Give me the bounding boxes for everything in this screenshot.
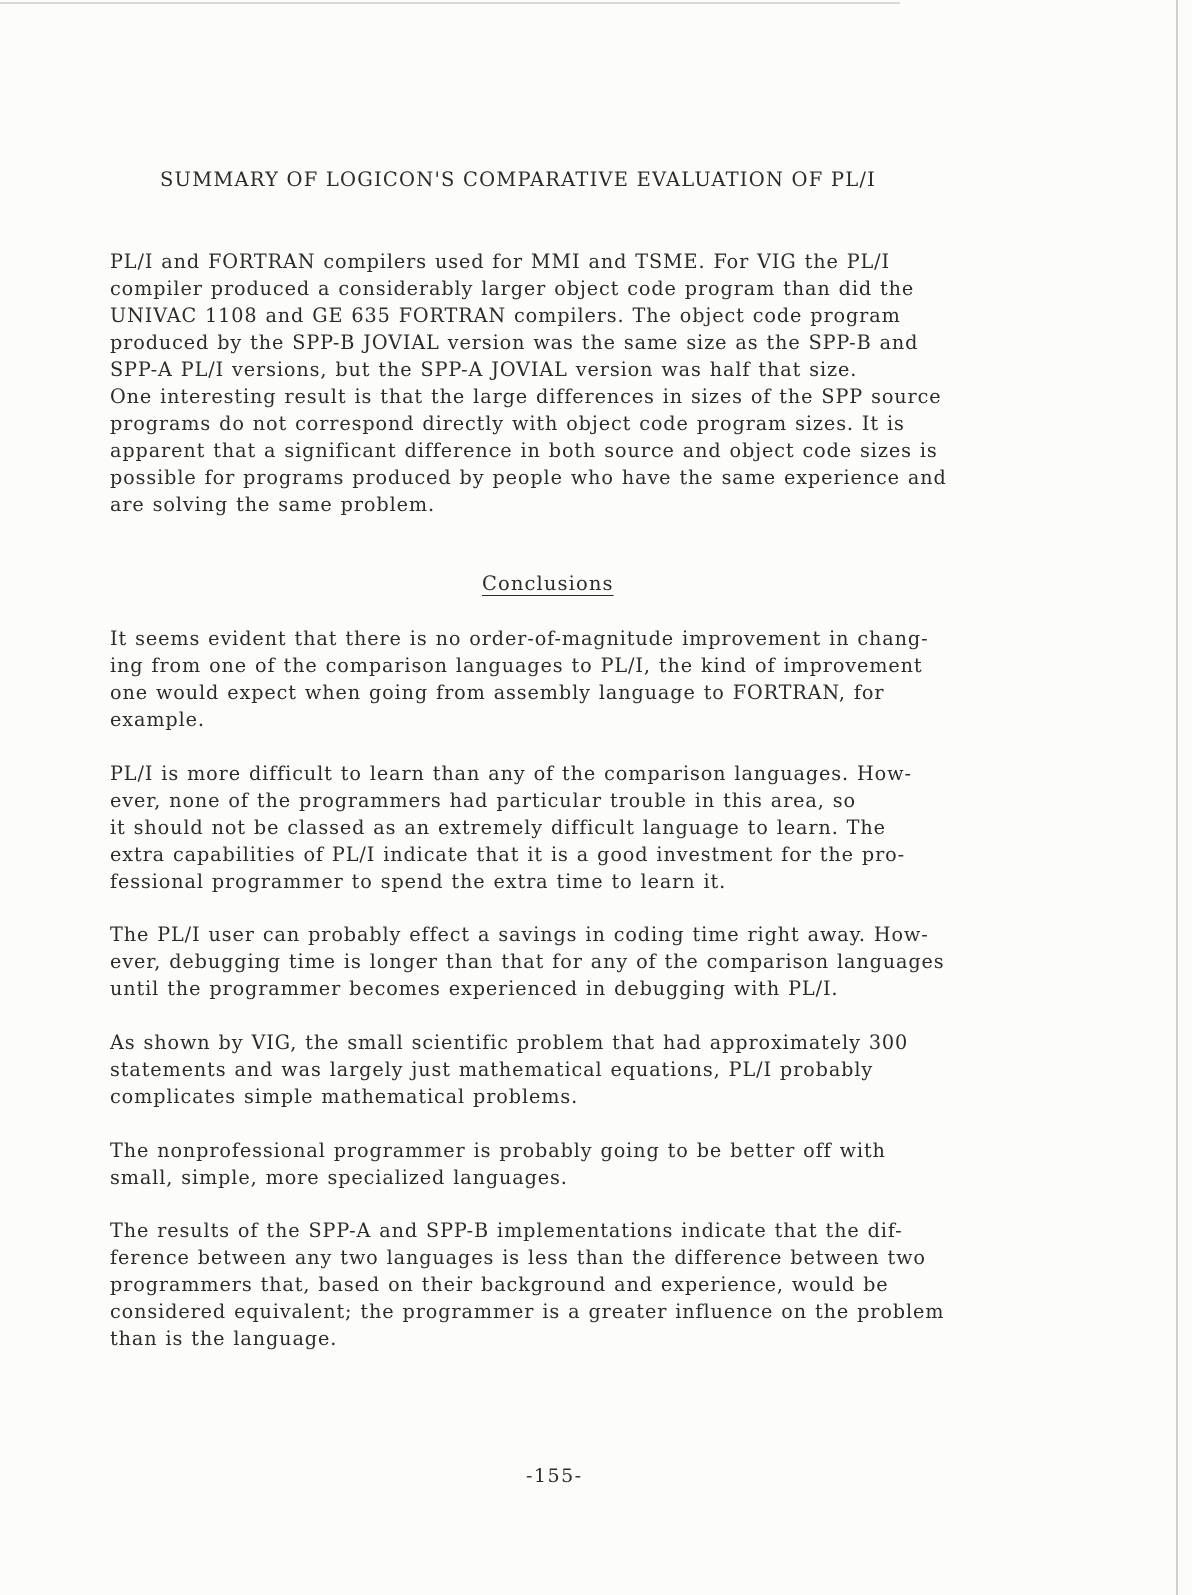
text-line: until the programmer becomes experienced in debugging with PL/I. (110, 977, 839, 1000)
text-line: SPP-A PL/I versions, but the SPP-A JOVIAL version was half that size. (110, 358, 858, 381)
scan-edge-right (1176, 0, 1178, 1595)
text-line: ever, none of the programmers had particular trouble in this area, so (110, 789, 856, 812)
text-line: are solving the same problem. (110, 493, 435, 516)
text-line: apparent that a significant difference in both source and object code sizes is (110, 439, 938, 462)
text-line: one would expect when going from assembly language to FORTRAN, for (110, 681, 885, 704)
conclusion-paragraph-2 (110, 760, 1045, 895)
conclusion-paragraph-1 (110, 625, 1045, 733)
text-line: ference between any two languages is less than the difference between two (110, 1246, 926, 1269)
text-line: programmers that, based on their background and experience, would be (110, 1273, 889, 1296)
intro-paragraph (110, 248, 1045, 518)
text-line: The results of the SPP-A and SPP-B implementations indicate that the dif- (110, 1219, 903, 1242)
text-line: extra capabilities of PL/I indicate that it is a good investment for the pro- (110, 843, 906, 866)
page-number: -155- (526, 1465, 583, 1487)
text-line: considered equivalent; the programmer is a greater influence on the problem (110, 1300, 945, 1323)
text-line: The nonprofessional programmer is probably going to be better off with (110, 1139, 886, 1162)
conclusion-paragraph-3 (110, 921, 1045, 1002)
text-line: PL/I is more difficult to learn than any of the comparison languages. How- (110, 762, 912, 785)
text-line: It seems evident that there is no order-of-magnitude improvement in chang- (110, 627, 929, 650)
section-heading-conclusions: Conclusions (482, 572, 614, 595)
text-line: complicates simple mathematical problems. (110, 1085, 579, 1108)
text-line: The PL/I user can probably effect a savings in coding time right away. How- (110, 923, 929, 946)
text-line: small, simple, more specialized languages. (110, 1166, 568, 1189)
text-line: it should not be classed as an extremely difficult language to learn. The (110, 816, 886, 839)
text-line: As shown by VIG, the small scientific problem that had approximately 300 (110, 1031, 909, 1054)
conclusion-paragraph-4 (110, 1029, 1045, 1110)
text-line: than is the language. (110, 1327, 338, 1350)
scan-edge-top (0, 2, 900, 4)
text-line: fessional programmer to spend the extra time to learn it. (110, 870, 727, 893)
text-line: PL/I and FORTRAN compilers used for MMI and TSME. For VIG the PL/I (110, 250, 891, 273)
conclusion-paragraph-5 (110, 1137, 1045, 1191)
text-line: UNIVAC 1108 and GE 635 FORTRAN compilers. The object code program (110, 304, 901, 327)
text-line: statements and was largely just mathematical equations, PL/I probably (110, 1058, 874, 1081)
text-line: compiler produced a considerably larger object code program than did the (110, 277, 915, 300)
text-line: produced by the SPP-B JOVIAL version was the same size as the SPP-B and (110, 331, 919, 354)
text-line: example. (110, 708, 205, 731)
text-line: ing from one of the comparison languages to PL/I, the kind of improvement (110, 654, 923, 677)
text-line: ever, debugging time is longer than that for any of the comparison languages (110, 950, 945, 973)
text-line: programs do not correspond directly with object code program sizes. It is (110, 412, 905, 435)
text-line: One interesting result is that the large differences in sizes of the SPP source (110, 385, 942, 408)
text-line: possible for programs produced by people who have the same experience and (110, 466, 947, 489)
conclusion-paragraph-6 (110, 1217, 1045, 1352)
page-title: SUMMARY OF LOGICON'S COMPARATIVE EVALUATION OF PL/I (160, 168, 877, 191)
